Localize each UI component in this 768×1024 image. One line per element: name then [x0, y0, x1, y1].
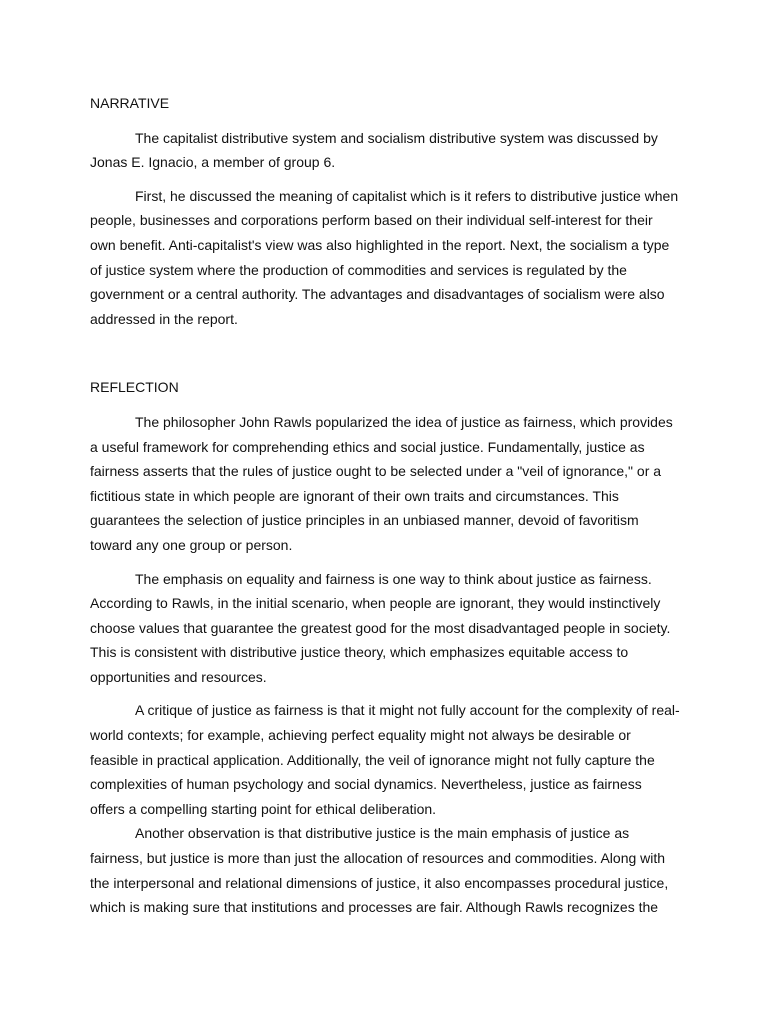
reflection-heading: REFLECTION: [90, 379, 179, 396]
spacer: [90, 116, 680, 126]
reflection-paragraph-4: Another observation is that distributive justice is the main emphasis of justice as fairness, but justice is more than just the allocation of resources and commodities. Along with the interpersonal and relational dimensions of justice, it also encompasses procedural justice, which is making sure that institutions and processes are fair. Although Rawls recognizes the: [90, 825, 669, 916]
narrative-heading: NARRATIVE: [90, 95, 170, 111]
section-spacer: [90, 331, 680, 375]
reflection-paragraph-2: The emphasis on equality and fairness is one way to think about justice as fairness. According to Rawls, in the initial scenario, when people are ignorant, they would instinctively choose values that guarantee the greatest good for the most disadvantaged people in society. This is consistent with distributive justice theory, which emphasizes equitable access to opportunities and resources.: [90, 570, 671, 685]
spacer: [90, 558, 680, 567]
narrative-paragraph-1: The capitalist distributive system and socialism distributive system was discussed by Jonas E. Ignacio, a member of group 6.: [90, 129, 658, 171]
spacer: [90, 689, 680, 698]
document-page: [90, 91, 680, 920]
spacer: [90, 175, 680, 184]
reflection-paragraph-3: A critique of justice as fairness is that it might not fully account for the complexity of real-world contexts; for example, achieving perfect equality might not always be desirable or feasible in practical application. Additionally, the veil of ignorance might not fully capture the complexities of human psychology and social dynamics. Nevertheless, justice as fairness offers a compelling starting point for ethical deliberation.: [90, 702, 680, 817]
reflection-paragraph-1: The philosopher John Rawls popularized the idea of justice as fairness, which provides a useful framework for comprehending ethics and social justice. Fundamentally, justice as fairness asserts that the rules of justice ought to be selected under a "veil of ignorance," or a fictitious state in which people are ignorant of their own traits and circumstances. This guarantees the selection of justice principles in an unbiased manner, devoid of favoritism toward any one group or person.: [90, 413, 673, 553]
narrative-paragraph-2: First, he discussed the meaning of capitalist which is it refers to distributive justice when people, businesses and corporations perform based on their individual self-interest for their own benefit. Anti-capitalist's view was also highlighted in the report. Next, the socialism a type of justice system where the production of commodities and services is regulated by the government or a central authority. The advantages and disadvantages of socialism were also addressed in the report.: [90, 187, 679, 327]
spacer: [90, 400, 680, 410]
